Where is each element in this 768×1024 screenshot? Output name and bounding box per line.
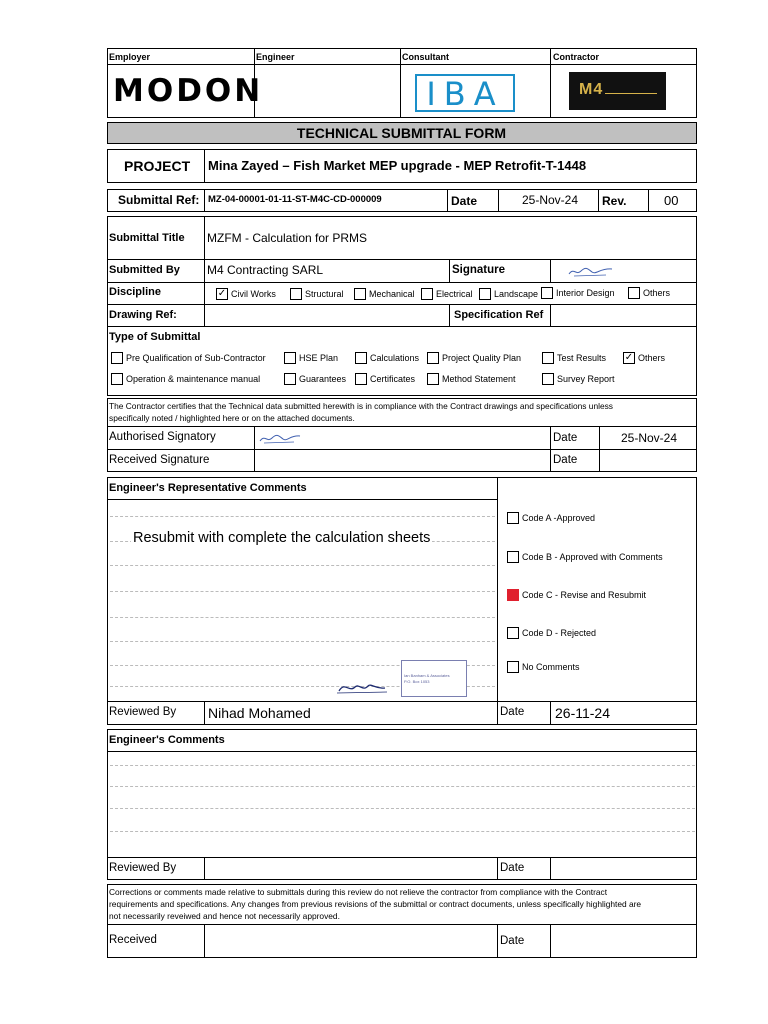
type-survey-report-label: Survey Report xyxy=(557,374,615,384)
received-signature-label: Received Signature xyxy=(109,454,210,466)
engineer-review-sep-3 xyxy=(550,857,551,880)
engineer-rep-review-line xyxy=(107,701,697,702)
ref-sep-3 xyxy=(498,189,499,212)
footer-date-label: Date xyxy=(500,935,525,947)
type-om-manual-checkbox[interactable] xyxy=(111,373,123,385)
contractor-logo-text: M4 xyxy=(579,81,604,98)
contractor-signature xyxy=(566,263,616,279)
type-test-results-label: Test Results xyxy=(557,353,607,363)
drawing-ref-label: Drawing Ref: xyxy=(109,309,177,321)
footer-sep-3 xyxy=(550,924,551,958)
cert-text-line-1: The Contractor certifies that the Technical data submitted herewith is in compliance with the Contract drawings and specifications unless xyxy=(109,401,613,411)
ref-sep-4 xyxy=(598,189,599,212)
employer-label: Employer xyxy=(109,52,151,62)
ref-sep-2 xyxy=(447,189,448,212)
type-prequal-checkbox[interactable] xyxy=(111,352,123,364)
type-method-statement-checkbox[interactable] xyxy=(427,373,439,385)
submittal-title-label: Submittal Title xyxy=(109,232,185,244)
reviewed-by-sep-1 xyxy=(204,701,205,725)
cert-date-value: 25-Nov-24 xyxy=(621,431,678,445)
signature-label: Signature xyxy=(452,264,506,276)
form-title: TECHNICAL SUBMITTAL FORM xyxy=(296,125,507,141)
cert-text-line-2: specifically noted / highlighted here or on the attached documents. xyxy=(109,413,355,423)
type-survey-report-checkbox[interactable] xyxy=(542,373,554,385)
ref-date-label: Date xyxy=(451,194,478,208)
cert-sep-1 xyxy=(254,426,255,472)
no-comments-label: No Comments xyxy=(522,662,580,672)
discipline-others-checkbox[interactable] xyxy=(628,287,640,299)
footer-sep-1 xyxy=(204,924,205,958)
reviewer-signature xyxy=(335,677,390,697)
type-others-checkbox[interactable]: ✓ xyxy=(624,352,634,363)
engineer-date-label: Date xyxy=(500,862,525,874)
discipline-mechanical-checkbox[interactable] xyxy=(354,288,366,300)
code-b-checkbox[interactable] xyxy=(507,551,519,563)
authorised-signature xyxy=(258,431,303,445)
discipline-mechanical-label: Mechanical xyxy=(369,289,415,299)
engineer-rep-heading: Engineer's Representative Comments xyxy=(109,482,307,494)
comment-line xyxy=(110,565,495,566)
type-pqp-checkbox[interactable] xyxy=(427,352,439,364)
type-calculations-label: Calculations xyxy=(370,353,420,363)
header-sep-3 xyxy=(550,48,551,118)
discipline-label: Discipline xyxy=(109,286,161,298)
consultant-label: Consultant xyxy=(402,52,449,62)
engineer-rep-heading-sep xyxy=(497,477,498,725)
stamp-line-2: P.O. Box 1053 xyxy=(404,679,430,684)
discipline-others-label: Others xyxy=(643,288,671,298)
rep-date-label: Date xyxy=(500,706,525,718)
no-comments-checkbox[interactable] xyxy=(507,661,519,673)
disclaimer-line-1: Corrections or comments made relative to submittals during this review do not relieve the contractor from compliance with the Contract xyxy=(109,887,608,897)
discipline-civil-label: Civil Works xyxy=(231,289,276,299)
submitted-by-label: Submitted By xyxy=(109,264,180,276)
discipline-electrical-checkbox[interactable] xyxy=(421,288,433,300)
code-c-label: Code C - Revise and Resubmit xyxy=(522,590,647,600)
details-line-4 xyxy=(107,326,697,327)
type-test-results-checkbox[interactable] xyxy=(542,352,554,364)
reviewed-by-sep-2 xyxy=(550,701,551,725)
discipline-electrical-label: Electrical xyxy=(436,289,473,299)
discipline-structural-label: Structural xyxy=(305,289,344,299)
stamp-line-1: Ian Banham & Associates xyxy=(404,673,450,678)
engineer-comments-heading: Engineer's Comments xyxy=(109,734,225,746)
type-others-label: Others xyxy=(638,353,666,363)
employer-logo: MODON xyxy=(113,73,264,109)
type-hse-checkbox[interactable] xyxy=(284,352,296,364)
authorised-signatory-label: Authorised Signatory xyxy=(109,431,216,443)
type-certificates-checkbox[interactable] xyxy=(355,373,367,385)
type-calculations-checkbox[interactable] xyxy=(355,352,367,364)
comment-line xyxy=(110,516,495,517)
footer-sep-2 xyxy=(497,924,498,958)
type-guarantees-label: Guarantees xyxy=(299,374,347,384)
header-divider xyxy=(107,64,697,65)
title-banner xyxy=(107,122,697,144)
contractor-label: Contractor xyxy=(553,52,600,62)
header-sep-2 xyxy=(400,48,401,118)
type-certificates-label: Certificates xyxy=(370,374,416,384)
rep-reviewed-by-value: Nihad Mohamed xyxy=(208,705,311,721)
submittal-ref-value: MZ-04-00001-01-11-ST-M4C-CD-000009 xyxy=(208,194,382,205)
engineer-heading-line xyxy=(107,751,697,752)
engineer-comment-line xyxy=(110,808,695,809)
type-of-submittal-label: Type of Submittal xyxy=(109,331,201,343)
code-a-label: Code A -Approved xyxy=(522,513,596,523)
footer-line xyxy=(107,924,697,925)
details-block xyxy=(107,216,697,396)
engineer-comment-line xyxy=(110,786,695,787)
code-c-checkbox[interactable] xyxy=(507,589,519,601)
received-date-label: Date xyxy=(553,454,578,466)
engineer-review-line xyxy=(107,857,697,858)
cert-line-2 xyxy=(107,449,697,450)
sig-col-sep-2 xyxy=(550,259,551,282)
ref-sep-5 xyxy=(648,189,649,212)
type-om-manual-label: Operation & maintenance manual xyxy=(126,374,261,384)
comment-line xyxy=(110,641,495,642)
contractor-logo-line xyxy=(605,93,657,94)
project-sep xyxy=(204,149,205,183)
ref-date-value: 25-Nov-24 xyxy=(522,193,579,207)
disclaimer-line-2: requirements and specifications. Any changes from previous revisions of the submittal or contract documents, unless specifically highlighted are xyxy=(109,899,642,909)
rep-reviewed-by-label: Reviewed By xyxy=(109,706,177,718)
discipline-interior-checkbox[interactable] xyxy=(541,287,553,299)
spec-ref-label: Specification Ref xyxy=(454,309,544,321)
spec-col-sep-1 xyxy=(449,304,450,326)
details-line-2 xyxy=(107,282,697,283)
engineer-comment-line xyxy=(110,765,695,766)
engineer-rep-heading-line xyxy=(107,499,497,500)
type-method-statement-label: Method Statement xyxy=(442,374,516,384)
engineer-comment-line xyxy=(110,831,695,832)
rev-value: 00 xyxy=(664,193,679,208)
cert-date-label: Date xyxy=(553,432,578,444)
code-d-label: Code D - Rejected xyxy=(522,628,597,638)
project-label: PROJECT xyxy=(124,158,191,174)
disclaimer-line-3: not necessarily reveiwed and hence not necessarily approved. xyxy=(109,911,340,921)
engineer-rep-comment: Resubmit with complete the calculation sheets xyxy=(133,530,431,546)
engineer-review-sep-2 xyxy=(497,857,498,880)
details-line-1 xyxy=(107,259,697,260)
code-d-checkbox[interactable] xyxy=(507,627,519,639)
type-guarantees-checkbox[interactable] xyxy=(284,373,296,385)
discipline-interior-label: Interior Design xyxy=(556,288,615,298)
code-a-checkbox[interactable] xyxy=(507,512,519,524)
ref-sep-1 xyxy=(204,189,205,212)
received-label: Received xyxy=(109,934,157,946)
details-col-sep xyxy=(204,216,205,326)
consultant-logo-text: IBA xyxy=(426,75,504,113)
spec-col-sep-2 xyxy=(550,304,551,326)
consultant-logo xyxy=(415,74,515,112)
contractor-logo xyxy=(569,72,666,110)
discipline-landscape-label: Landscape xyxy=(494,289,539,299)
rep-date-value: 26-11-24 xyxy=(555,705,611,721)
project-name: Mina Zayed – Fish Market MEP upgrade - MEP Retrofit-T-1448 xyxy=(208,158,587,173)
comment-line xyxy=(110,617,495,618)
submitted-by-value: M4 Contracting SARL xyxy=(207,263,324,277)
type-prequal-label: Pre Qualification of Sub-Contractor xyxy=(126,353,266,363)
submittal-ref-label: Submittal Ref: xyxy=(118,193,200,207)
engineer-reviewed-by-label: Reviewed By xyxy=(109,862,177,874)
cert-line-1 xyxy=(107,426,697,427)
code-b-label: Code B - Approved with Comments xyxy=(522,552,663,562)
engineer-label: Engineer xyxy=(256,52,295,62)
sig-col-sep-1 xyxy=(449,259,450,282)
discipline-civil-checkbox[interactable]: ✓ xyxy=(217,288,227,299)
type-hse-label: HSE Plan xyxy=(299,353,339,363)
cert-sep-3 xyxy=(599,426,600,472)
consultant-stamp xyxy=(401,660,467,697)
type-pqp-label: Project Quality Plan xyxy=(442,353,522,363)
discipline-structural-checkbox[interactable] xyxy=(290,288,302,300)
cert-sep-2 xyxy=(550,426,551,472)
comment-line xyxy=(110,591,495,592)
engineer-review-sep-1 xyxy=(204,857,205,880)
details-line-3 xyxy=(107,304,697,305)
submittal-title-value: MZFM - Calculation for PRMS xyxy=(207,231,368,245)
rev-label: Rev. xyxy=(602,194,627,208)
discipline-landscape-checkbox[interactable] xyxy=(479,288,491,300)
